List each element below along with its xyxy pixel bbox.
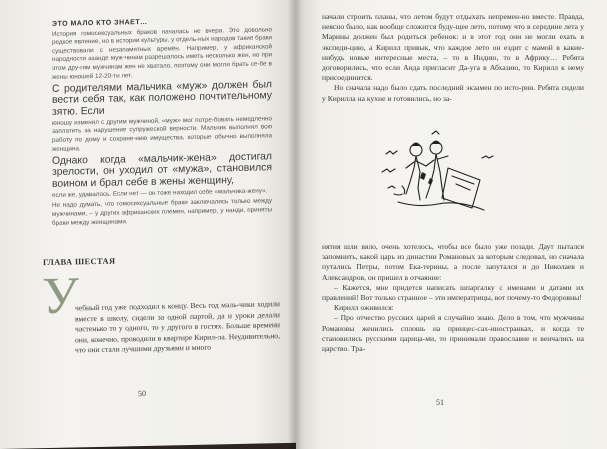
sidebar-box <box>52 16 272 230</box>
drop-cap: У <box>42 267 79 326</box>
sidebar-text-4: Не надо думать, что гомосексуальные браки заключались только между мужчинами, – у других африканских племен, например, у нанди, приняты браки между женщинами. <box>52 197 272 227</box>
sidebar-highlight: С родителями мальчика «муж» должен был вести себя так, как положено почтительному зятю. Если <box>52 79 272 118</box>
book-spine <box>288 0 302 449</box>
chapter-title: ГЛАВА ШЕСТАЯ <box>43 256 116 268</box>
right-paragraph-1: начали строить планы, что летом будут отдыхать непремен-но вместе. Правда, неясно было, как вообще сложится буду-щее лето, потому что в середине лета у Марины должен был родиться ребенок: и в этот год они не могли ехать в экспеди-цию, а Кирилл привык, что каждое лето он ездит с мамой в какие-нибудь новые интересные места, – то в Индию, то в Африку… Ребята договорились, что если Аида пригласит Да-уга в Абхазию, то Кирилл к нему присоединится. <box>322 12 584 83</box>
right-paragraph-4: – Кажется, мне придется написать шпаргалку с именами и датами их правлений! Вот только странное – эти императрицы, вот почему-то Федоровны! <box>322 282 584 303</box>
left-page <box>0 0 300 449</box>
sidebar-text: История гомосексуальных браков началась не вчера. Это довольно редкое явление, но в истории культуры, у отдель-ных народов такие браки существовали с незапамятных времён. Например, у африканской народности азанде муж-чинам разрешалось иметь несколько жен, но при этом дру-гим мужчинам жен не хватало, поэтому они могли брать се-бе в жены юношей 12-20-ти лет. <box>52 25 272 81</box>
page-number-right: 51 <box>436 398 444 407</box>
sidebar-highlight-2: Однако когда «мальчик-жена» достигал зрелости, он уходил от «мужа», становился воином и брал себе в жены женщину, <box>52 151 272 190</box>
right-paragraph-6: – Про отчество русских царей я случайно знаю. Дело в том, что мужчины Романовы женились сплошь на принцес-сах-иностранках, и когда те становились русскими царица-ми, то принимали православие и венчались на царство. Тра- <box>322 313 584 354</box>
right-page <box>296 0 607 449</box>
illustration-two-boys <box>372 128 507 223</box>
sidebar-text-3: если же, удавалось. Если нет — он тоже находил себе «мальчика-жену». <box>52 187 268 199</box>
left-paragraph: чебный год уже подходил к концу. Весь год маль-чики ходили вместе в школу, сидели за одной партой, да и уроки делали частенько то у одного, то у другого в гостях. Больше времени они, конечно, проводили в квартире Кирил-ла. Неудивительно, что они стали лучшими друзьями и много <box>75 299 280 355</box>
sidebar-heading: ЭТО МАЛО КТО ЗНАЕТ… <box>52 18 148 28</box>
right-paragraph-5: Кирилл оживился: <box>334 303 394 313</box>
right-paragraph-2: Но сначала надо было сдать последний экзамен по исто-рии. Ребята сидели у Кирилла на кухне и готовились, но за- <box>322 83 584 103</box>
left-body-text <box>75 299 280 356</box>
right-paragraph-3: нятия шли вяло, очень хотелось, чтобы все было уже позади. Даут пытался запомнить, какой царь из династии Романовых за которым следовал, но сначала путались Петры, потом Ека-терины, а после запутался и до Николаев и Александров, он пришел в отчаяние: <box>322 242 584 282</box>
sidebar-text-2: юношу изменял с другим мужчиной, «муж» мог потре-бовать немедленно заплатить за нарушение супружеской верности. Мальчик выполнял всю работу по дому и сохране-нию имущества, которые обычно выполняла женщина. <box>52 115 272 153</box>
page-number-left: 50 <box>138 388 146 399</box>
right-body-top <box>322 12 584 104</box>
right-body-bottom <box>322 242 584 354</box>
